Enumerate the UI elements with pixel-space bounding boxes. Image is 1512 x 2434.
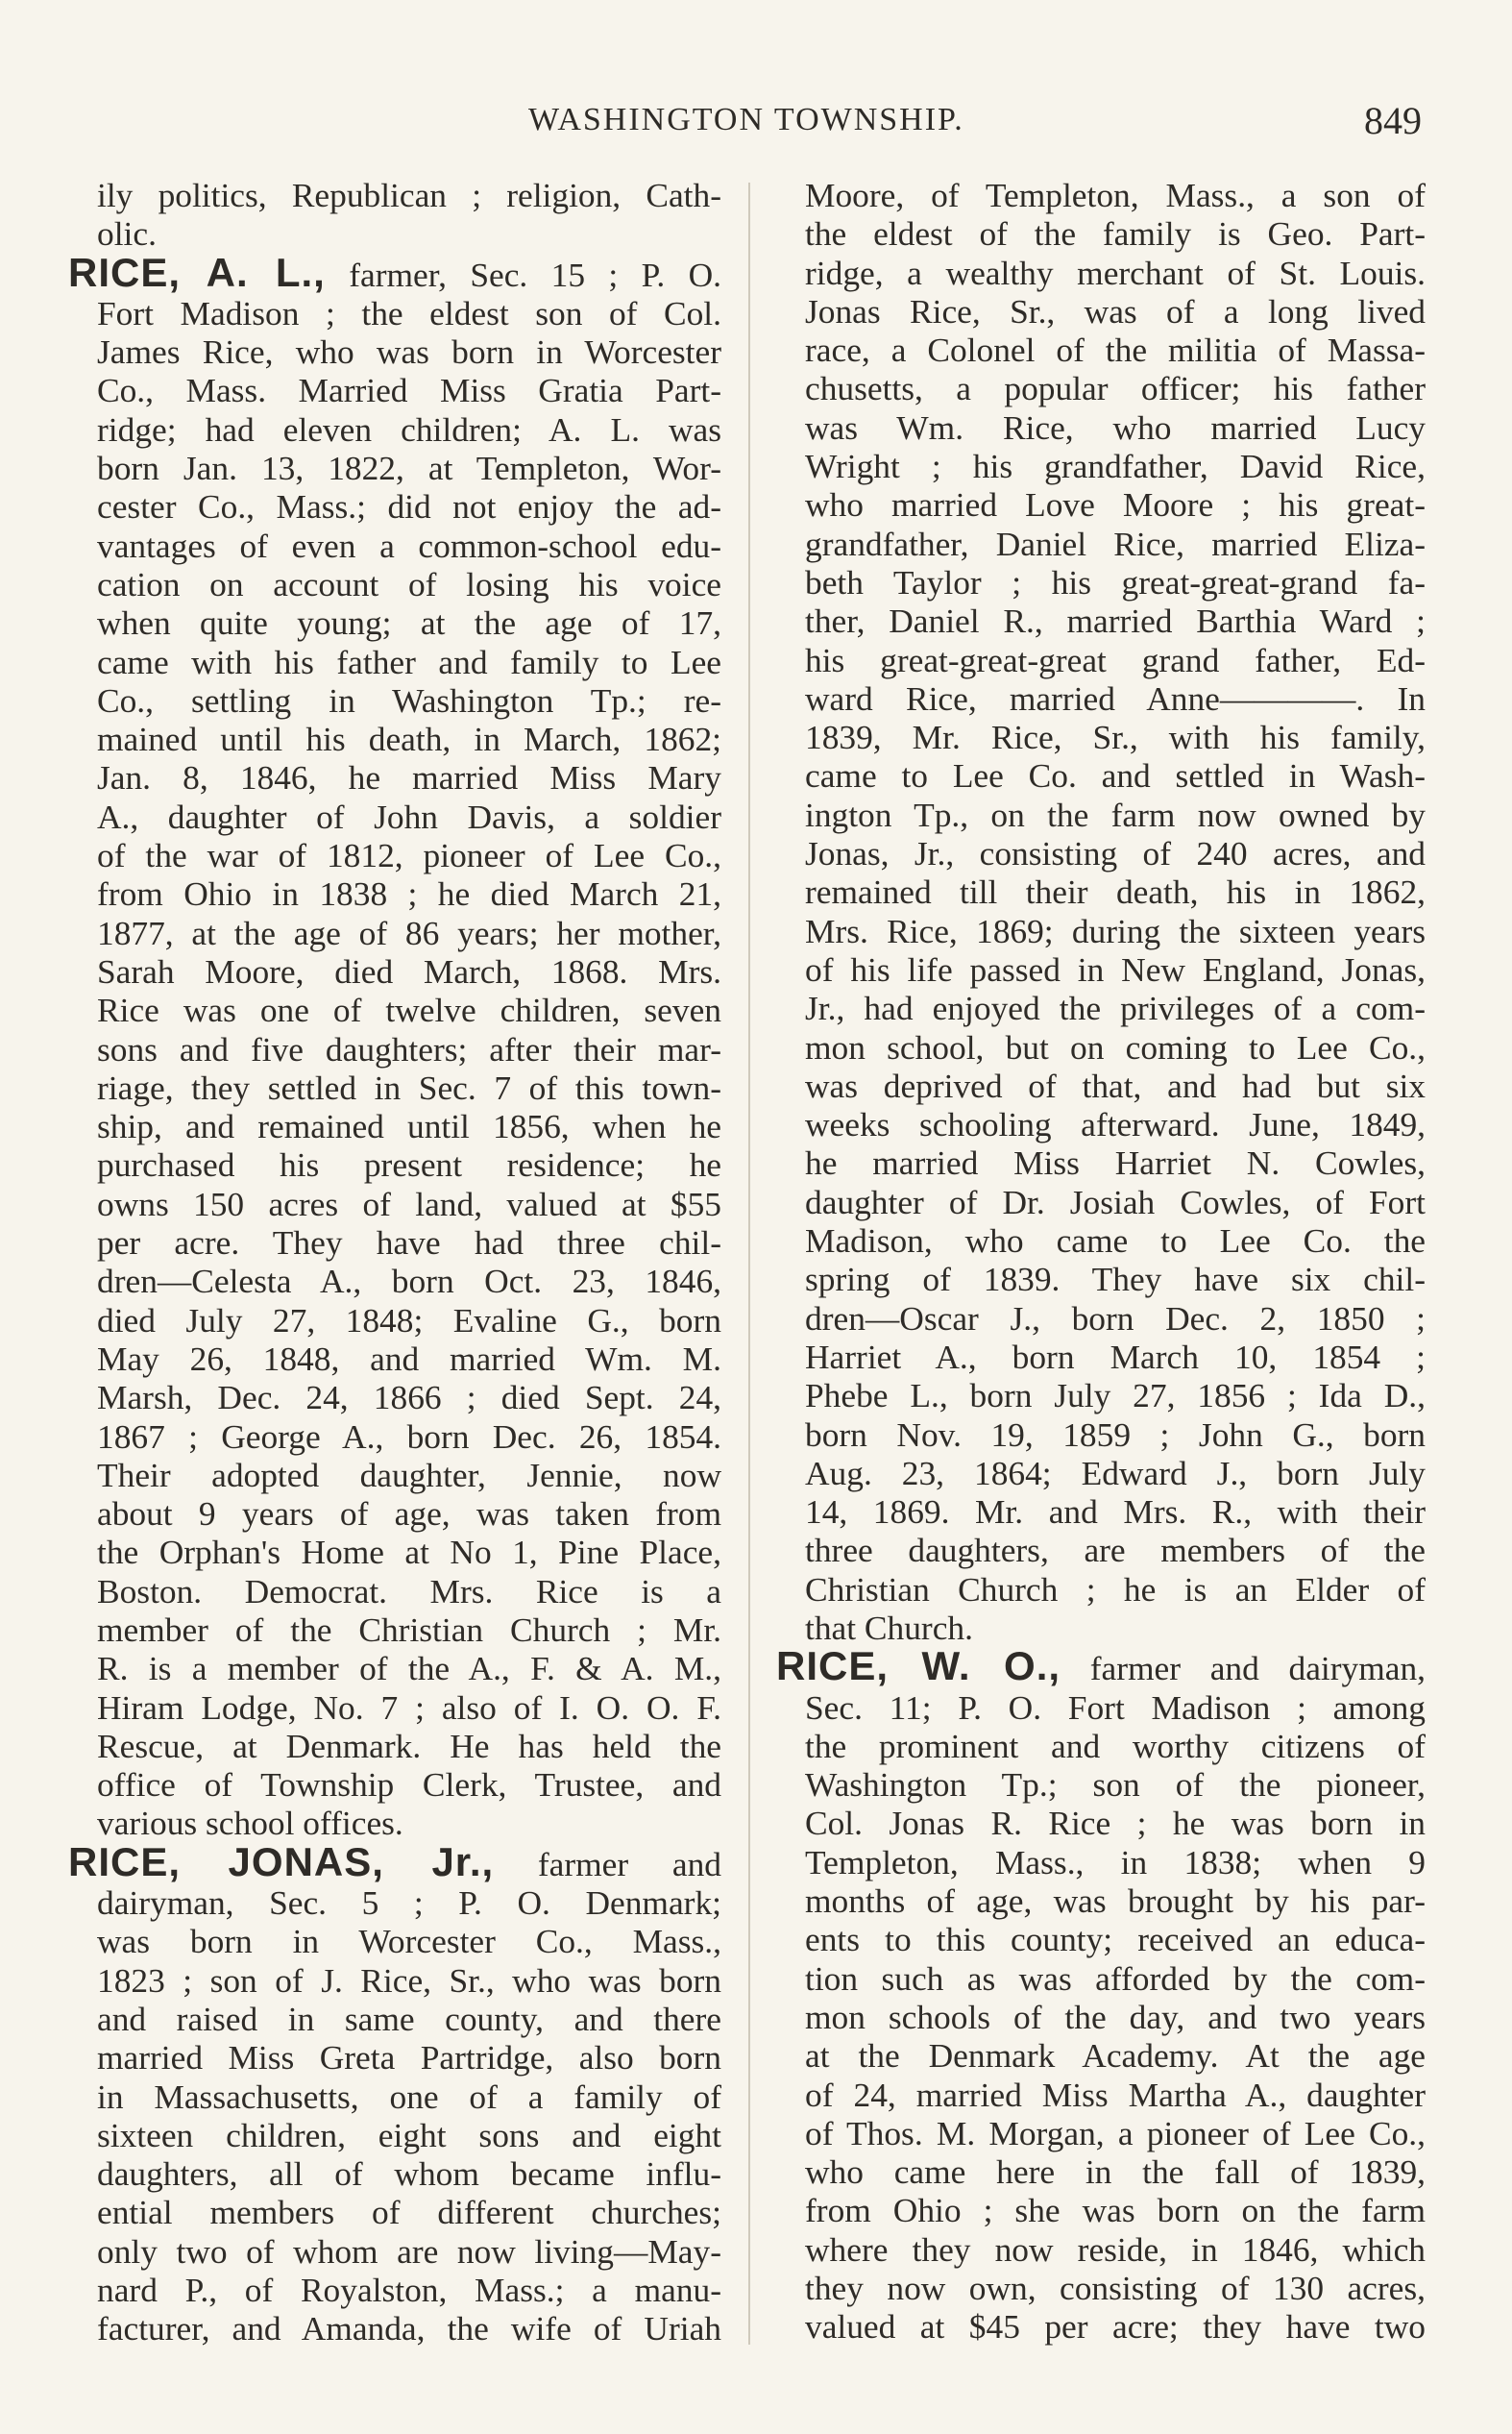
text-line: R. is a member of the A., F. & A. M.,: [97, 1649, 721, 1688]
text-line: came with his father and family to Lee: [97, 642, 721, 681]
text-line: 1877, at the age of 86 years; her mother,: [97, 913, 721, 952]
text-line: Jan. 8, 1846, he married Miss Mary: [97, 758, 721, 798]
text-line: Moore, of Templeton, Mass., a son of: [805, 176, 1426, 214]
text-line: dairyman, Sec. 5 ; P. O. Denmark;: [97, 1883, 721, 1923]
text-line: office of Township Clerk, Trustee, and: [97, 1765, 721, 1805]
text-line: ily politics, Republican ; religion, Cath-: [97, 176, 721, 214]
text-line: ington Tp., on the farm now owned by: [805, 795, 1426, 834]
text-line: 1823 ; son of J. Rice, Sr., who was born: [97, 1960, 721, 2000]
text-line: months of age, was brought by his par-: [805, 1881, 1426, 1921]
text-line: the Orphan's Home at No 1, Pine Place,: [97, 1533, 721, 1572]
text-line: Wright ; his grandfather, David Rice,: [805, 447, 1426, 486]
text-line: Co., Mass. Married Miss Gratia Part-: [97, 371, 721, 410]
text-line: ridge, a wealthy merchant of St. Louis.: [805, 253, 1426, 292]
text-line: that Church.: [805, 1608, 973, 1647]
entry-name: RICE, W. O.,: [776, 1647, 1061, 1688]
text-line: A., daughter of John Davis, a soldier: [97, 797, 721, 836]
text-line: mained until his death, in March, 1862;: [97, 720, 721, 759]
text-line: Fort Madison ; the eldest son of Col.: [97, 293, 721, 332]
text-line: of his life passed in New England, Jonas,: [805, 949, 1426, 989]
page-header: [96, 96, 1422, 154]
text-line: daughter of Dr. Josiah Cowles, of Fort: [805, 1182, 1426, 1221]
text-line: valued at $45 per acre; they have two: [805, 2307, 1426, 2347]
text-line: grandfather, Daniel Rice, married Eliza-: [805, 524, 1426, 563]
text-line: from Ohio in 1838 ; he died March 21,: [97, 874, 721, 914]
text-line: 1867 ; George A., born Dec. 26, 1854.: [97, 1416, 721, 1456]
text-line: various school offices.: [97, 1804, 403, 1843]
text-line: was Wm. Rice, who married Lucy: [805, 407, 1426, 447]
text-line: who married Love Moore ; his great-: [805, 485, 1426, 525]
text-line: Marsh, Dec. 24, 1866 ; died Sept. 24,: [97, 1378, 721, 1417]
text-line: weeks schooling afterward. June, 1849,: [805, 1105, 1426, 1144]
text-line: remained till their death, his in 1862,: [805, 873, 1426, 912]
text-line: Rescue, at Denmark. He has held the: [97, 1726, 721, 1765]
running-title: WASHINGTON TOWNSHIP.: [528, 102, 964, 137]
text-line: ship, and remained until 1856, when he: [97, 1107, 721, 1146]
text-line: riage, they settled in Sec. 7 of this town-: [97, 1068, 721, 1107]
text-line: Boston. Democrat. Mrs. Rice is a: [97, 1571, 721, 1610]
text-line: Mrs. Rice, 1869; during the sixteen years: [805, 911, 1426, 950]
text-line: farmer and: [494, 1844, 721, 1883]
text-line: married Miss Greta Partridge, also born: [97, 2038, 721, 2078]
text-line: of the war of 1812, pioneer of Lee Co.,: [97, 836, 721, 875]
text-line: ential members of different churches;: [97, 2193, 721, 2232]
text-line: Hiram Lodge, No. 7 ; also of I. O. O. F.: [97, 1687, 721, 1727]
text-line: the prominent and worthy citizens of: [805, 1726, 1426, 1765]
text-line: and raised in same county, and there: [97, 1999, 721, 2038]
text-line: dren—Celesta A., born Oct. 23, 1846,: [97, 1262, 721, 1301]
text-line: they now own, consisting of 130 acres,: [805, 2269, 1426, 2308]
text-line: from Ohio ; she was born on the farm: [805, 2191, 1426, 2230]
entry-first-line: [68, 254, 721, 294]
text-line: Rice was one of twelve children, seven: [97, 991, 721, 1030]
text-line: cation on account of losing his voice: [97, 564, 721, 603]
text-line: mon schools of the day, and two years: [805, 1997, 1426, 2036]
text-line: was born in Worcester Co., Mass.,: [97, 1922, 721, 1961]
entry-name: RICE, A. L.,: [68, 253, 326, 294]
text-line: Sarah Moore, died March, 1868. Mrs.: [97, 951, 721, 991]
text-line: sixteen children, eight sons and eight: [97, 2115, 721, 2154]
text-line: three daughters, are members of the: [805, 1531, 1426, 1570]
text-line: ther, Daniel R., married Barthia Ward ;: [805, 602, 1426, 641]
text-line: Phebe L., born July 27, 1856 ; Ida D.,: [805, 1376, 1426, 1415]
text-line: 1839, Mr. Rice, Sr., with his family,: [805, 718, 1426, 757]
text-line: per acre. They have had three chil-: [97, 1223, 721, 1263]
text-line: ridge; had eleven children; A. L. was: [97, 409, 721, 449]
text-line: his great-great-great grand father, Ed-: [805, 640, 1426, 679]
text-line: Jonas, Jr., consisting of 240 acres, and: [805, 834, 1426, 873]
text-line: where they now reside, in 1846, which: [805, 2229, 1426, 2269]
text-line: Templeton, Mass., in 1838; when 9: [805, 1842, 1426, 1881]
text-line: Washington Tp.; son of the pioneer,: [805, 1765, 1426, 1805]
text-line: born Nov. 19, 1859 ; John G., born: [805, 1414, 1426, 1454]
text-line: Aug. 23, 1864; Edward J., born July: [805, 1453, 1426, 1492]
text-line: in Massachusetts, one of a family of: [97, 2077, 721, 2116]
text-line: purchased his present residence; he: [97, 1145, 721, 1185]
text-line: at the Denmark Academy. At the age: [805, 2036, 1426, 2076]
text-line: farmer and dairyman,: [1061, 1649, 1426, 1688]
text-line: when quite young; at the age of 17,: [97, 603, 721, 643]
text-line: tion such as was afforded by the com-: [805, 1958, 1426, 1998]
text-line: race, a Colonel of the militia of Massa-: [805, 331, 1426, 370]
text-line: he married Miss Harriet N. Cowles,: [805, 1143, 1426, 1183]
text-line: cester Co., Mass.; did not enjoy the ad-: [97, 487, 721, 527]
text-line: born Jan. 13, 1822, at Templeton, Wor-: [97, 449, 721, 488]
entry-first-line: [68, 1843, 721, 1883]
text-line: Madison, who came to Lee Co. the: [805, 1221, 1426, 1261]
text-line: of 24, married Miss Martha A., daughter: [805, 2075, 1426, 2114]
text-line: owns 150 acres of land, valued at $55: [97, 1184, 721, 1223]
text-line: died July 27, 1848; Evaline G., born: [97, 1300, 721, 1340]
text-line: came to Lee Co. and settled in Wash-: [805, 756, 1426, 796]
left-column: [68, 176, 721, 2348]
text-line: Christian Church ; he is an Elder of: [805, 1569, 1426, 1609]
text-line: who came here in the fall of 1839,: [805, 2152, 1426, 2192]
text-line: about 9 years of age, was taken from: [97, 1494, 721, 1534]
text-line: vantages of even a common-school edu-: [97, 526, 721, 565]
text-line: James Rice, who was born in Worcester: [97, 332, 721, 372]
text-line: farmer, Sec. 15 ; P. O.: [325, 255, 721, 294]
text-line: Sec. 11; P. O. Fort Madison ; among: [805, 1687, 1426, 1727]
text-line: ents to this county; received an educa-: [805, 1920, 1426, 1959]
text-line: Jr., had enjoyed the privileges of a com-: [805, 989, 1426, 1028]
text-line: nard P., of Royalston, Mass.; a manu-: [97, 2271, 721, 2310]
text-line: Jonas Rice, Sr., was of a long lived: [805, 291, 1426, 331]
column-divider: [748, 183, 750, 2345]
entry-name: RICE, JONAS, Jr.,: [68, 1842, 495, 1884]
right-column: [776, 176, 1426, 2347]
text-line: Co., settling in Washington Tp.; re-: [97, 680, 721, 720]
text-line: olic.: [97, 214, 157, 254]
text-line: of Thos. M. Morgan, a pioneer of Lee Co.,: [805, 2113, 1426, 2152]
text-line: facturer, and Amanda, the wife of Uriah: [97, 2309, 721, 2348]
text-line: daughters, all of whom became influ-: [97, 2154, 721, 2194]
text-line: chusetts, a popular officer; his father: [805, 369, 1426, 408]
text-line: beth Taylor ; his great-great-grand fa-: [805, 562, 1426, 602]
text-line: was deprived of that, and had but six: [805, 1066, 1426, 1105]
text-line: member of the Christian Church ; Mr.: [97, 1610, 721, 1649]
text-line: spring of 1839. They have six chil-: [805, 1260, 1426, 1299]
entry-first-line: [776, 1647, 1426, 1687]
text-line: only two of whom are now living—May-: [97, 2231, 721, 2271]
page-number: 849: [1364, 99, 1422, 142]
text-line: dren—Oscar J., born Dec. 2, 1850 ;: [805, 1298, 1426, 1338]
text-line: ward Rice, married Anne————. In: [805, 678, 1426, 718]
text-line: 14, 1869. Mr. and Mrs. R., with their: [805, 1492, 1426, 1532]
text-line: May 26, 1848, and married Wm. M.: [97, 1339, 721, 1378]
text-line: Harriet A., born March 10, 1854 ;: [805, 1337, 1426, 1376]
text-line: Col. Jonas R. Rice ; he was born in: [805, 1804, 1426, 1843]
text-line: sons and five daughters; after their mar-: [97, 1029, 721, 1069]
text-line: mon school, but on coming to Lee Co.,: [805, 1027, 1426, 1067]
text-line: the eldest of the family is Geo. Part-: [805, 214, 1426, 254]
text-line: Their adopted daughter, Jennie, now: [97, 1455, 721, 1494]
